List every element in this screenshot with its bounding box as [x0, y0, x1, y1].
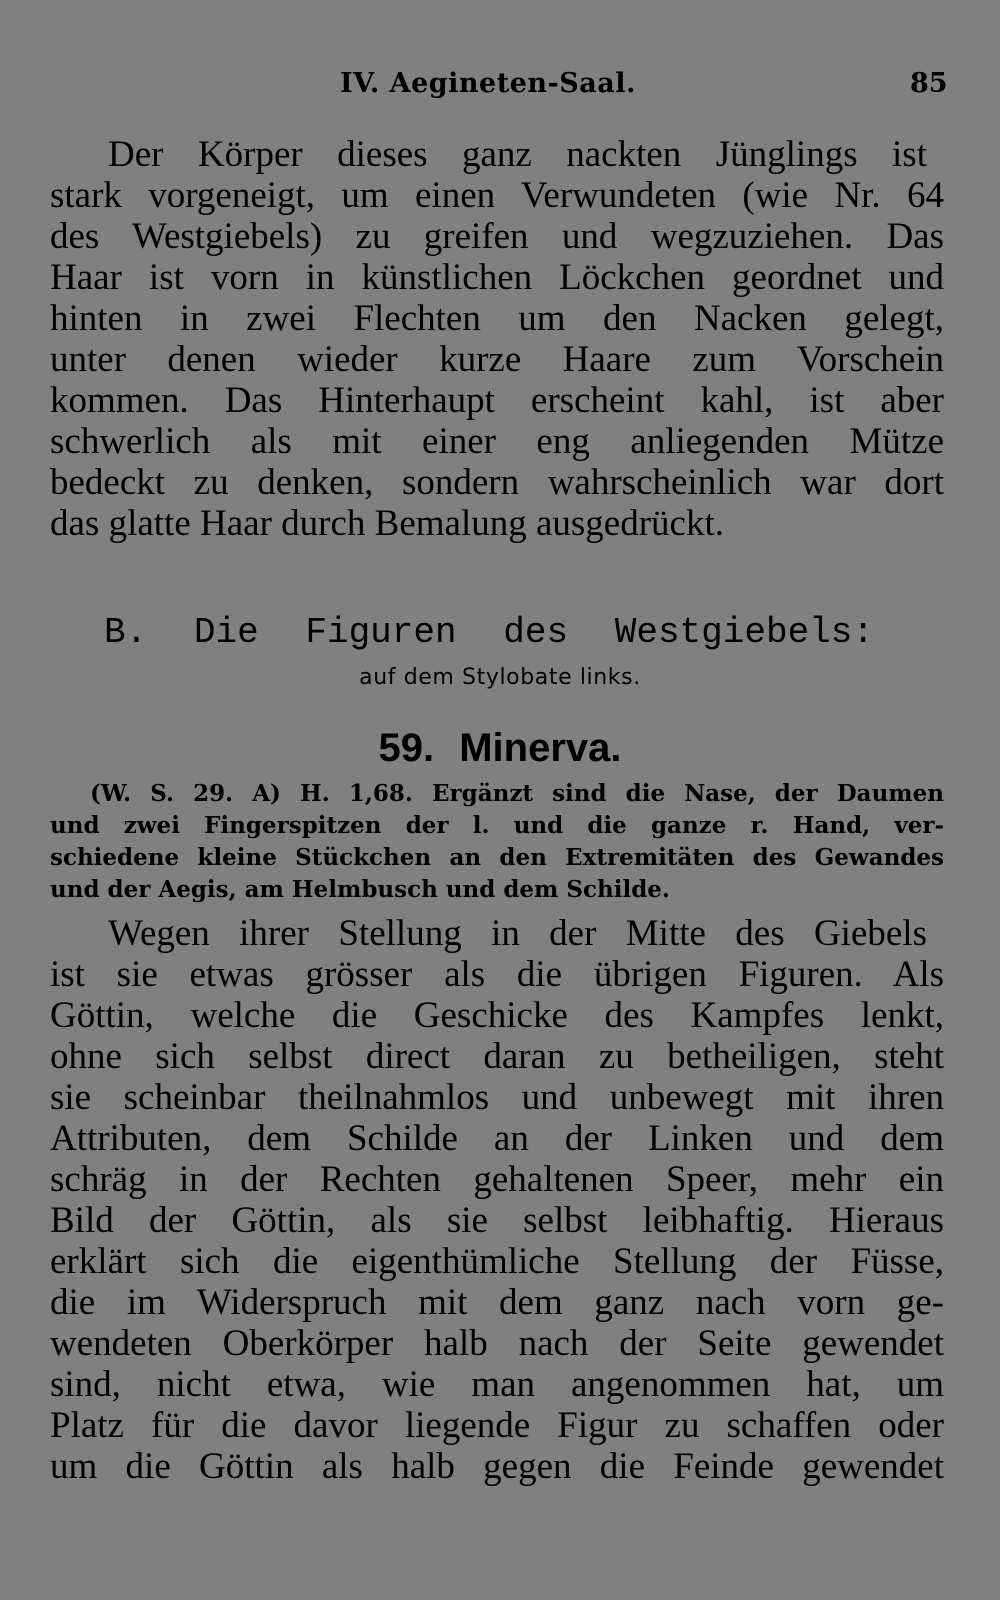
text-line: Attributen, dem Schilde an der Linken und dem: [50, 1118, 944, 1159]
text-line: das glatte Haar durch Bemalung ausgedrückt.: [50, 503, 724, 544]
section-subheading: auf dem Stylobate links.: [359, 665, 641, 690]
text-line: ohne sich selbst direct daran zu betheiligen, steht: [50, 1036, 944, 1077]
text-line: Der Körper dieses ganz nackten Jünglings ist: [108, 134, 927, 175]
text-line: erklärt sich die eigenthümliche Stellung der Füsse,: [50, 1241, 944, 1282]
text-line: sind, nicht etwa, wie man angenommen hat, um: [50, 1364, 944, 1405]
text-line: Bild der Göttin, als sie selbst leibhaftig. Hieraus: [50, 1200, 944, 1241]
page-number: 85: [910, 68, 948, 99]
note-line: und zwei Fingerspitzen der l. und die ganze r. Hand, ver-: [50, 812, 944, 839]
running-title: IV. Aegineten-Saal.: [340, 68, 636, 99]
item-title: 59. Minerva.: [378, 726, 622, 770]
text-line: sie scheinbar theilnahmlos und unbewegt mit ihren: [50, 1077, 944, 1118]
text-line: wendeten Oberkörper halb nach der Seite gewendet: [50, 1323, 944, 1364]
text-line: Göttin, welche die Geschicke des Kampfes lenkt,: [50, 995, 944, 1036]
note-line: und der Aegis, am Helmbusch und dem Schilde.: [50, 876, 670, 903]
text-line: ist sie etwas grösser als die übrigen Figuren. Als: [50, 954, 944, 995]
text-line: schräg in der Rechten gehaltenen Speer, mehr ein: [50, 1159, 944, 1200]
text-line: um die Göttin als halb gegen die Feinde gewendet: [50, 1446, 944, 1487]
text-line: Haar ist vorn in künstlichen Löckchen geordnet und: [50, 257, 944, 298]
text-line: kommen. Das Hinterhaupt erscheint kahl, ist aber: [50, 380, 944, 421]
text-line: schwerlich als mit einer eng anliegenden Mütze: [50, 421, 944, 462]
text-line: die im Widerspruch mit dem ganz nach vorn ge-: [50, 1282, 944, 1323]
page-header: [0, 62, 1000, 112]
section-heading: B. Die Figuren des Westgiebels:: [104, 612, 874, 653]
text-line: unter denen wieder kurze Haare zum Vorschein: [50, 339, 944, 380]
note-line: schiedene kleine Stückchen an den Extremitäten des Gewandes: [50, 844, 944, 871]
text-line: Platz für die davor liegende Figur zu schaffen oder: [50, 1405, 944, 1446]
text-line: stark vorgeneigt, um einen Verwundeten (wie Nr. 64: [50, 175, 944, 216]
text-line: bedeckt zu denken, sondern wahrscheinlich war dort: [50, 462, 944, 503]
text-line: hinten in zwei Flechten um den Nacken gelegt,: [50, 298, 944, 339]
text-line: Wegen ihrer Stellung in der Mitte des Giebels: [108, 913, 927, 954]
note-line: (W. S. 29. A) H. 1,68. Ergänzt sind die Nase, der Daumen: [90, 780, 944, 807]
text-line: des Westgiebels) zu greifen und wegzuziehen. Das: [50, 216, 944, 257]
